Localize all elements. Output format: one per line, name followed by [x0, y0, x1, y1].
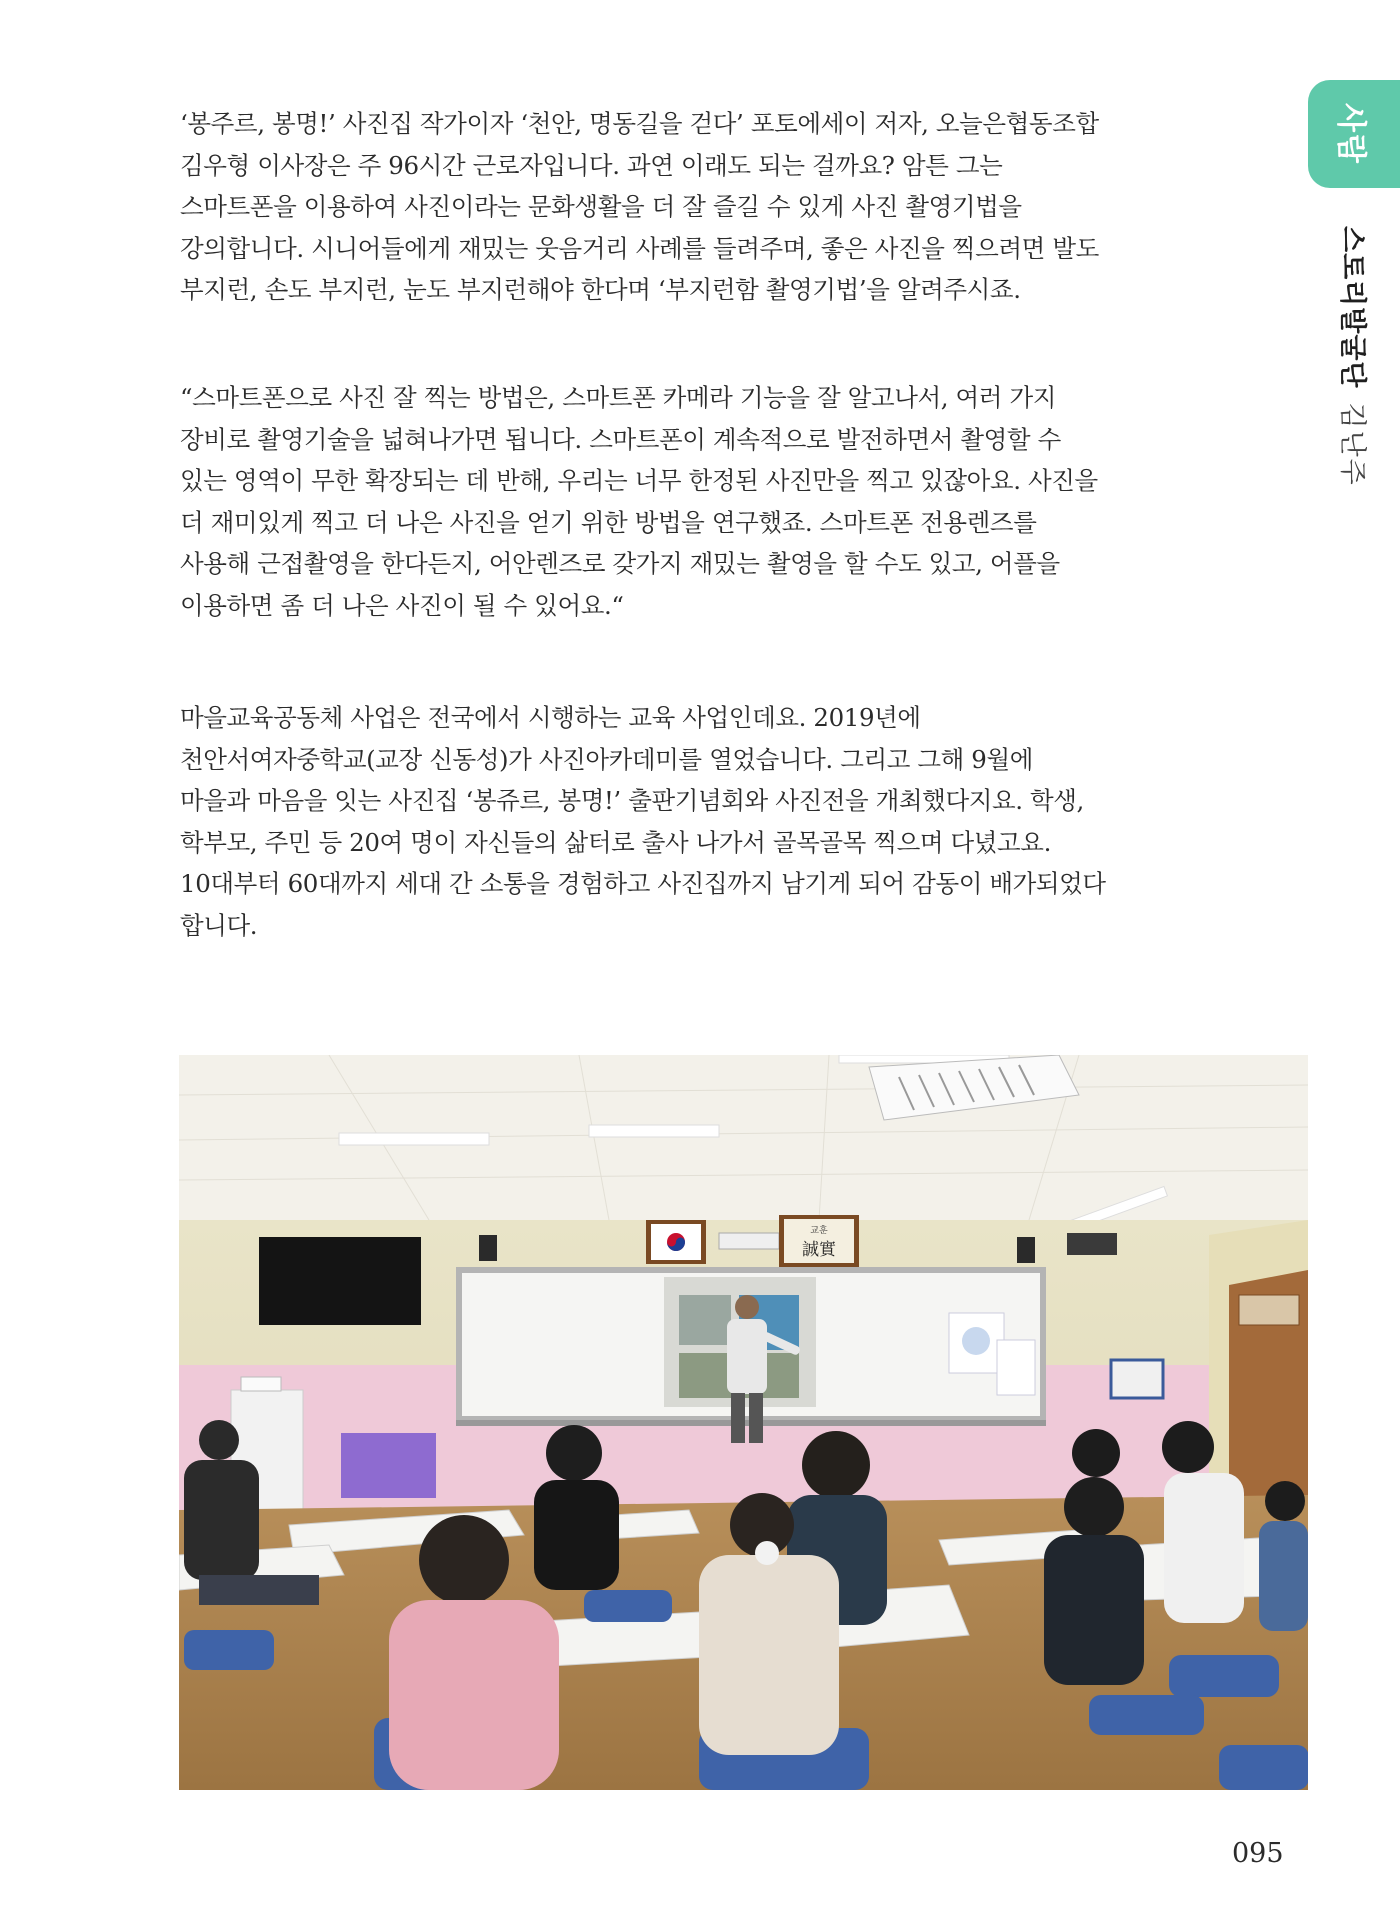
speaker [479, 1235, 497, 1261]
wall-tv [259, 1237, 421, 1325]
text-line: ‘봉주르, 봉명!’ 사진집 작가이자 ‘천안, 명동길을 걷다’ 포토에세이 저자, 오늘은협동조합 [180, 109, 1099, 138]
section-tab-label: 사람 [1333, 103, 1368, 165]
wall-clock [1067, 1233, 1117, 1255]
text-line: 강의합니다. 시니어들에게 재밌는 웃음거리 사례를 들려주며, 좋은 사진을 찍으려면 발도 [180, 233, 1099, 263]
poster [997, 1340, 1035, 1395]
projector [719, 1233, 779, 1249]
text-line: 천안서여자중학교(교장 신동성)가 사진아카데미를 열었습니다. 그리고 그해 9월에 [180, 744, 1034, 774]
text-line: 더 재미있게 찍고 더 나은 사진을 얻기 위한 방법을 연구했죠. 스마트폰 전용렌즈를 [180, 507, 1037, 537]
text-line: 이용하면 좀 더 나은 사진이 될 수 있어요.“ [180, 590, 624, 620]
text-line: 부지런, 손도 부지런, 눈도 부지런해야 한다며 ‘부지런함 촬영기법’을 알려주시죠. [180, 275, 1021, 305]
author-name: 김난주 [1336, 402, 1368, 487]
text-line: 10대부터 60대까지 세대 간 소통을 경험하고 사진집까지 남기게 되어 감동이 배가되었다 [180, 869, 1106, 899]
series-title: 스토리발굴단 [1336, 226, 1368, 389]
classroom-photo [179, 1055, 1308, 1790]
text-line: “스마트폰으로 사진 잘 찍는 방법은, 스마트폰 카메라 기능을 잘 알고나서, 여러 가지 [180, 383, 1056, 412]
purple-box [341, 1433, 436, 1498]
series-label [1312, 226, 1398, 487]
text-line: 학부모, 주민 등 20여 명이 자신들의 삶터로 출사 나가서 골목골목 찍으며 다녔고요. [180, 827, 1051, 857]
text-line: 장비로 촬영기술을 넓혀나가면 됩니다. 스마트폰이 계속적으로 발전하면서 촬영할 수 [180, 424, 1061, 454]
motto-small-text: 교훈 [810, 1226, 828, 1236]
router [241, 1377, 281, 1391]
speaker [1017, 1237, 1035, 1263]
wall-notice [1111, 1360, 1163, 1398]
classroom-photo-illustration [179, 1055, 1308, 1790]
motto-main-text: 誠實 [802, 1240, 836, 1260]
section-tab [1308, 80, 1400, 188]
ceiling-light [589, 1125, 719, 1137]
text-line: 있는 영역이 무한 확장되는 데 반해, 우리는 너무 한정된 사진만을 찍고 있잖아요. 사진을 [180, 466, 1098, 496]
door-window [1239, 1295, 1299, 1325]
text-line: 사용해 근접촬영을 한다든지, 어안렌즈로 갖가지 재밌는 촬영을 할 수도 있고, 어플을 [180, 549, 1060, 579]
text-line: 합니다. [180, 910, 258, 940]
series-label-text [1336, 226, 1375, 487]
paragraph-intro [180, 103, 1170, 311]
text-line: 스마트폰을 이용하여 사진이라는 문화생활을 더 잘 즐길 수 있게 사진 촬영기법을 [180, 192, 1022, 222]
paragraph-quote [180, 377, 1170, 627]
text-line: 마을교육공동체 사업은 전국에서 시행하는 교육 사업인데요. 2019년에 [180, 703, 921, 732]
ceiling-light [339, 1133, 489, 1145]
text-line: 마을과 마음을 잇는 사진집 ‘봉쥬르, 봉명!’ 출판기념회와 사진전을 개최했다지요. 학생, [180, 786, 1084, 816]
text-line: 김우형 이사장은 주 96시간 근로자입니다. 과연 이래도 되는 걸까요? 암튼 그는 [180, 150, 1003, 180]
paragraph-village-project [180, 697, 1170, 947]
page-number: 095 [1232, 1838, 1284, 1869]
